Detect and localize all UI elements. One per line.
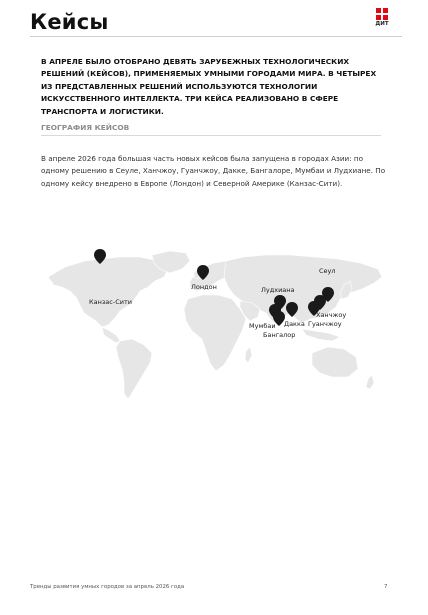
city-label-london: Лондон bbox=[191, 283, 217, 291]
south-america-shape bbox=[116, 339, 152, 399]
page-title: Кейсы bbox=[30, 10, 109, 34]
world-map bbox=[40, 247, 390, 402]
indonesia-shape bbox=[302, 329, 340, 341]
city-label-bangalore: Бангалор bbox=[263, 331, 296, 339]
city-label-ludhiana: Лудхиана bbox=[261, 286, 295, 294]
new-zealand-shape bbox=[366, 375, 374, 389]
central-america-shape bbox=[102, 327, 120, 343]
section-body: В апреле 2026 года большая часть новых кейсов была запущена в городах Азии: по одному решению в Сеуле, Ханчжоу, Гуанчжоу, Дакке, Бангалоре, Мумбаи и Лудхиане. По одному кейсу внедрено в Европе (Лондон) и Северной Америке (Канзас-Сити). bbox=[41, 154, 386, 188]
title-divider bbox=[30, 36, 402, 37]
city-label-dhaka: Дакка bbox=[284, 320, 305, 328]
africa-shape bbox=[184, 295, 246, 371]
north-america-shape bbox=[48, 257, 168, 327]
city-label-kansas-city: Канзас-Сити bbox=[89, 298, 132, 306]
city-label-hangzhou: Ханчжоу bbox=[316, 311, 347, 319]
section-title: ГЕОГРАФИЯ КЕЙСОВ bbox=[41, 123, 130, 132]
city-label-guangzhou: Гуанчжоу bbox=[308, 320, 342, 328]
dit-logo-text: ДИТ bbox=[375, 21, 389, 27]
city-label-mumbai: Мумбаи bbox=[249, 322, 276, 330]
dit-logo bbox=[371, 8, 393, 27]
section-divider bbox=[41, 135, 381, 136]
footer-text: Тренды развития умных городов за апрель 2026 года bbox=[30, 584, 185, 590]
madagascar-shape bbox=[245, 347, 252, 363]
page-number: 7 bbox=[384, 584, 388, 590]
australia-shape bbox=[312, 347, 358, 377]
lead-paragraph: В АПРЕЛЕ БЫЛО ОТОБРАНО ДЕВЯТЬ ЗАРУБЕЖНЫХ ТЕХНОЛОГИЧЕСКИХ РЕШЕНИЙ (КЕЙСОВ), ПРИМЕНЯЕМЫХ УМНЫМИ ГОРОДАМИ МИРА. В ЧЕТЫРЕХ ИЗ ПРЕДСТАВЛЕННЫХ РЕШЕНИЙ ИСПОЛЬЗУЮТСЯ ТЕХНОЛОГИИ ИСКУССТВЕННОГО ИНТЕЛЛЕКТА. ТРИ КЕЙСА РЕАЛИЗОВАНО В СФЕРЕ ТРАНСПОРТА И ЛОГИСТИКИ. bbox=[41, 57, 377, 116]
dit-logo-icon bbox=[376, 8, 388, 20]
city-label-seoul: Сеул bbox=[319, 267, 336, 275]
